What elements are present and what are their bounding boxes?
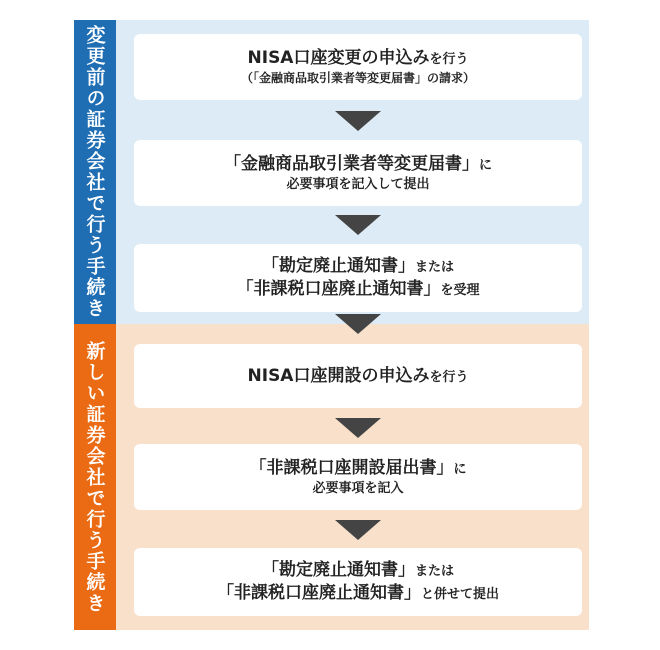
step-text-tail: を行う	[429, 369, 469, 385]
step-text: NISA口座変更の申込み	[247, 48, 430, 69]
step-text-tail: に	[478, 157, 492, 173]
step-text: NISA口座開設の申込み	[247, 365, 430, 386]
section-previous-broker	[74, 20, 589, 324]
step-submit-with-notice	[134, 548, 582, 616]
step-text: 「非課税口座開設届出書」	[249, 457, 454, 478]
section-new-broker	[74, 324, 589, 630]
step-fill-open-form	[134, 444, 582, 510]
step-text: 「勘定廃止通知書」	[261, 560, 415, 581]
section-label-previous-broker: 変更前の証券会社で行う手続き	[74, 20, 116, 324]
arrow-down-icon	[335, 418, 381, 438]
arrow-down-icon	[335, 111, 381, 131]
step-note: 必要事項を記入	[312, 480, 404, 496]
step-text-tail: を行う	[429, 52, 469, 68]
arrow-down-icon	[335, 314, 381, 334]
step-receive-notice	[134, 244, 582, 312]
step-text-tail: または	[414, 564, 454, 580]
step-text-tail: と併せて提出	[420, 587, 499, 602]
step-apply-nisa-change	[134, 34, 582, 100]
step-text-tail: または	[414, 260, 454, 276]
step-text: 「非課税口座廃止通知書」	[236, 279, 441, 299]
step-text: 「非課税口座廃止通知書」	[216, 583, 421, 603]
step-text: 「勘定廃止通知書」	[261, 256, 415, 277]
step-text-tail: を受理	[440, 283, 480, 298]
section-label-new-broker: 新しい証券会社で行う手続き	[74, 324, 116, 630]
step-note: 必要事項を記入して提出	[286, 176, 430, 192]
step-text: 「金融商品取引業者等変更届書」	[223, 153, 479, 174]
step-submit-change-form	[134, 140, 582, 206]
step-apply-nisa-open	[134, 344, 582, 408]
step-text-tail: に	[453, 461, 467, 477]
arrow-down-icon	[335, 520, 381, 540]
step-note: （「金融商品取引業者等変更届書」の請求）	[240, 71, 475, 86]
arrow-down-icon	[335, 215, 381, 235]
